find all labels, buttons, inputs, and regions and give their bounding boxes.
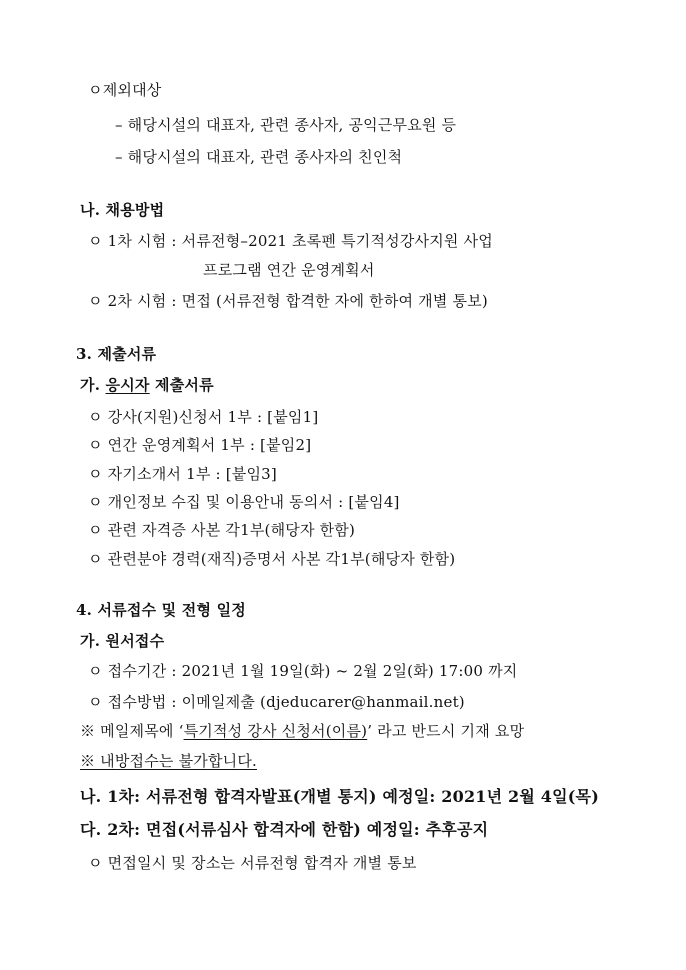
round2-exam: ㅇ 2차 시험 : 면접 (서류전형 합격한 자에 한하여 개별 통보): [88, 292, 488, 310]
document-item-5: ㅇ 관련 자격증 사본 각1부(해당자 한함): [88, 521, 356, 539]
document-item-4: ㅇ 개인정보 수집 및 이용안내 동의서 : [붙임4]: [88, 493, 400, 511]
document-item-2: ㅇ 연간 운영계획서 1부 : [붙임2]: [88, 436, 312, 454]
no-visit-note: ※ 내방접수는 불가합니다.: [80, 752, 258, 770]
schedule-heading: 4. 서류접수 및 전형 일정: [76, 601, 246, 619]
exclusion-item-2: – 해당시설의 대표자, 관련 종사자의 친인척: [115, 148, 403, 166]
documents-subheading: [80, 375, 214, 395]
hiring-method-heading: 나. 채용방법: [80, 201, 165, 219]
round1-exam-line1: ㅇ 1차 시험 : 서류전형–2021 초록펜 특기적성강사지원 사업: [88, 232, 493, 250]
exclusion-item-1: – 해당시설의 대표자, 관련 종사자, 공익근무요원 등: [115, 116, 457, 134]
document-item-6: ㅇ 관련분야 경력(재직)증명서 사본 각1부(해당자 한함): [88, 550, 456, 568]
applicant-underlined: 응시자: [105, 376, 150, 394]
application-method: ㅇ 접수방법 : 이메일제출 (djeducarer@hanmail.net): [88, 693, 465, 711]
mail-note-prefix: ※ 메일제목에 ‘: [80, 722, 184, 740]
round1-announcement: 나. 1차: 서류전형 합격자발표(개별 통지) 예정일: 2021년 2월 4일(목): [80, 787, 599, 806]
interview-note: ㅇ 면접일시 및 장소는 서류전형 합격자 개별 통보: [88, 854, 417, 872]
mail-subject-note: [80, 721, 524, 741]
round2-announcement: 다. 2차: 면접(서류심사 합격자에 한함) 예정일: 추후공지: [80, 820, 489, 839]
round1-exam-line2: 프로그램 연간 운영계획서: [203, 261, 375, 279]
exclusion-heading: ㅇ제외대상: [88, 81, 162, 99]
application-period: ㅇ 접수기간 : 2021년 1월 19일(화) ~ 2월 2일(화) 17:00 까지: [88, 662, 518, 680]
application-subheading: 가. 원서접수: [80, 632, 165, 650]
documents-heading: 3. 제출서류: [76, 345, 157, 363]
documents-sub-suffix: 제출서류: [149, 376, 214, 394]
mail-note-suffix: ’ 라고 반드시 기재 요망: [367, 722, 525, 740]
document-item-1: ㅇ 강사(지원)신청서 1부 : [붙임1]: [88, 408, 319, 426]
document-item-3: ㅇ 자기소개서 1부 : [붙임3]: [88, 465, 277, 483]
documents-sub-prefix: 가.: [80, 376, 106, 394]
mail-note-underlined: 특기적성 강사 신청서(이름): [183, 722, 368, 740]
